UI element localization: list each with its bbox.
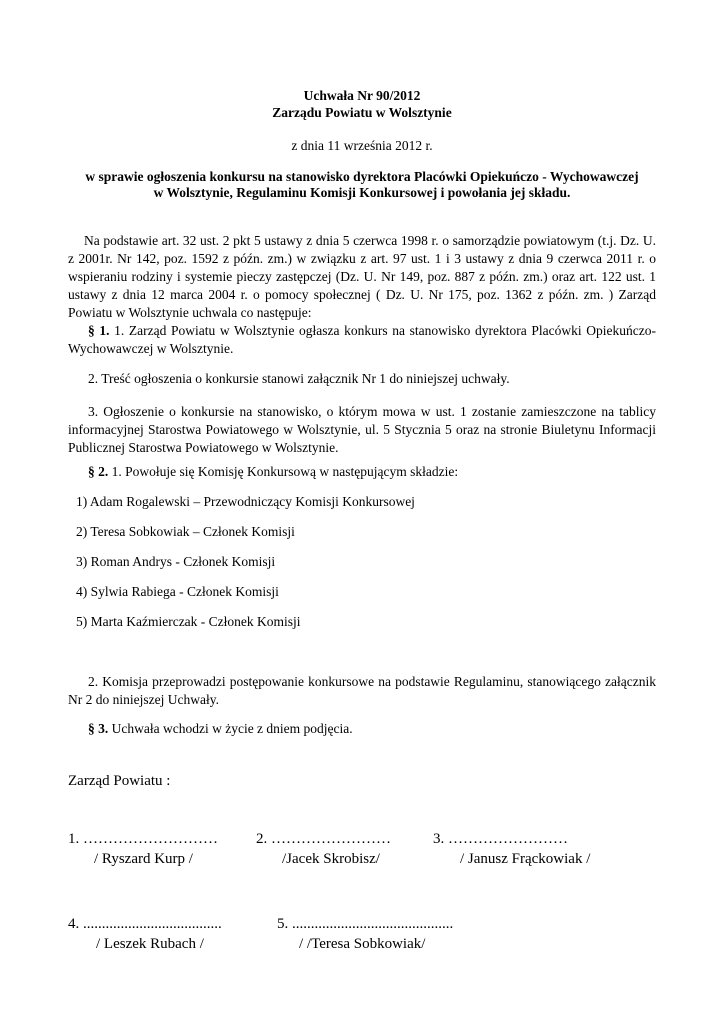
paragraph-1-mark: § 1. [88,323,110,338]
issuing-body: Zarządu Powiatu w Wolsztynie [272,105,452,120]
committee-member: 1) Adam Rogalewski – Przewodniczący Komisji Konkursowej [76,494,415,509]
committee-member: 3) Roman Andrys - Członek Komisji [76,554,276,569]
signature-line-1: 1. ……………………… [68,831,218,847]
preamble: Na podstawie art. 32 ust. 2 pkt 5 ustawy z dnia 5 czerwca 1998 r. o samorządzie powiatowym (t.j. Dz. U. z 2001r. Nr 142, poz. 1592 z późn. zm.) w związku z art. 97 ust. 1 i 3 ustawy z dnia 9 czerwca 2011 r. o wspieraniu rodziny i systemie pieczy zastępczej (Dz. U. Nr 149, poz. 887 z późn. zm.) oraz art. 122 ust. 1 ustawy z dnia 12 marca 2004 r. o pomocy społecznej ( Dz. U. Nr 175, poz. 1362 z późn. zm. ) Zarząd Powiatu w Wolsztynie uchwala co następuje: [68,233,656,320]
subject-line-1: w sprawie ogłoszenia konkursu na stanowisko dyrektora Placówki Opiekuńczo - Wychowawczej [85,169,639,184]
signatory-name-1: / Ryszard Kurp / [94,851,193,867]
signature-line-3: 3. …………………… [433,831,568,847]
signatures-heading: Zarząd Powiatu : [68,773,171,789]
committee-member: 2) Teresa Sobkowiak – Członek Komisji [76,524,295,539]
signature-line-2: 2. …………………… [256,831,391,847]
paragraph-1-point-3: 3. Ogłoszenie o konkursie na stanowisko, o którym mowa w ust. 1 zostanie zamieszczone na tablicy informacyjnej Starostwa Powiatowego w Wolsztynie, ul. 5 Stycznia 5 oraz na stronie Biuletynu Informacji Publicznej Starostwa Powiatowego w Wolsztynie. [68,404,656,455]
paragraph-2-point-1 [88,463,458,481]
paragraph-2-point-1-text: 1. Powołuje się Komisję Konkursową w następującym składzie: [111,464,459,479]
paragraph-1-point-1 [68,322,656,358]
paragraph-2-point-2: 2. Komisja przeprowadzi postępowanie konkursowe na podstawie Regulaminu, stanowiącego załącznik Nr 2 do niniejszej Uchwały. [68,674,656,707]
paragraph-1-point-1-text: 1. Zarząd Powiatu w Wolsztynie ogłasza konkurs na stanowisko dyrektora Placówki Opiekuńczo-Wychowawczej w Wolsztynie. [68,323,657,356]
committee-member: 5) Marta Kaźmierczak - Członek Komisji [76,614,301,629]
committee-member: 4) Sylwia Rabiega - Członek Komisji [76,584,279,599]
signatory-name-4: / Leszek Rubach / [96,936,204,952]
paragraph-1-point-2: 2. Treść ogłoszenia o konkursie stanowi załącznik Nr 1 do niniejszej uchwały. [88,371,510,386]
signature-line-5: 5. ........................................... [277,916,454,932]
subject-line-2: w Wolsztynie, Regulaminu Komisji Konkursowej i powołania jej składu. [153,185,571,200]
signatory-name-2: /Jacek Skrobisz/ [282,851,380,867]
paragraph-3 [88,720,353,738]
resolution-title: Uchwała Nr 90/2012 [303,88,421,103]
signatory-name-3: / Janusz Frąckowiak / [460,851,591,867]
resolution-date: z dnia 11 września 2012 r. [291,138,433,153]
signature-line-4: 4. ..................................... [68,916,222,932]
signatory-name-5: / /Teresa Sobkowiak/ [299,936,426,952]
paragraph-3-text: Uchwała wchodzi w życie z dniem podjęcia. [111,721,353,736]
paragraph-2-mark: § 2. [88,464,109,479]
paragraph-3-mark: § 3. [88,721,109,736]
